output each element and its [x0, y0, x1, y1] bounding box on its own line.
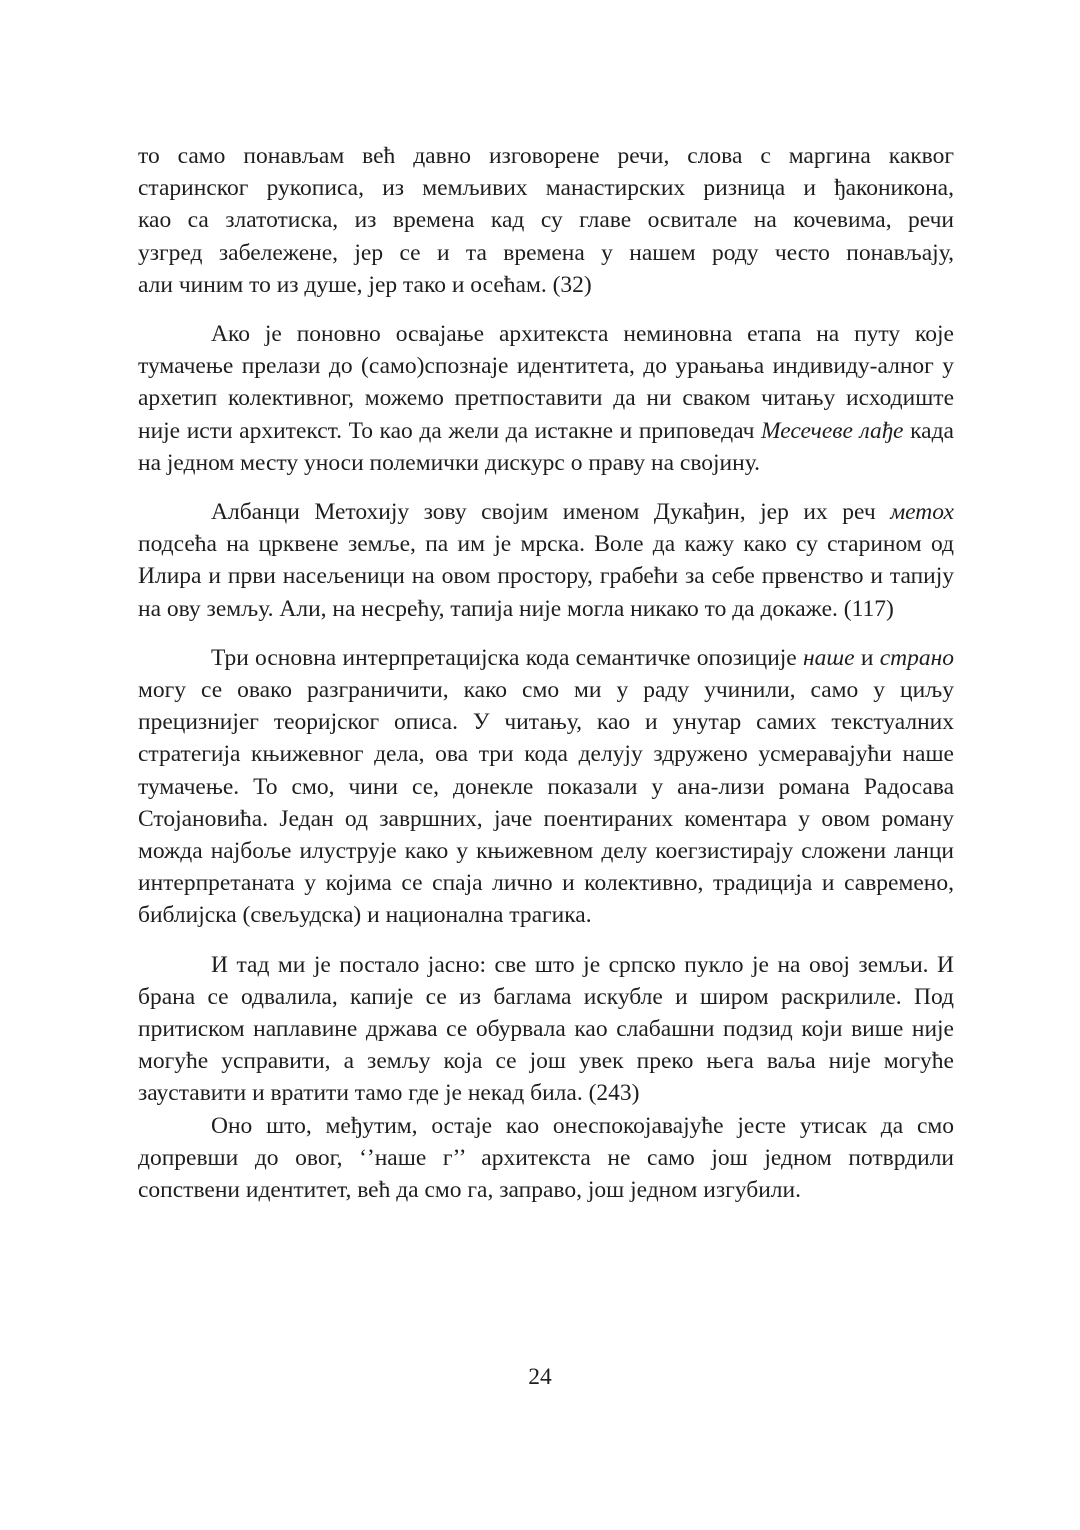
italic-term: страно	[879, 644, 954, 671]
paragraph-text: и	[854, 644, 880, 671]
paragraph-3: Оно што, међутим, остаје као онеспокојавајуће јесте утисак да смо допревши до овог, ‘’наше г’’ архитекста не само још једном потврдили сопствени идентитет, већ да смо га, заправо, још једном изгубили.	[138, 1112, 954, 1204]
paragraph-1	[138, 318, 954, 479]
italic-term: метох	[890, 499, 954, 526]
quote-line: старинског рукописа, из мемљивих манастирских ризница и ђаконикона,	[138, 175, 954, 202]
novel-title: Месечеве лађе	[761, 417, 904, 444]
paragraph-text: могу се овако разграничити, како смо ми у раду учинили, само у циљу прецизнијег теоријског описа. У читању, као и унутар самих текстуалних стратегија књижевног дела, ова три кода делују здружено усмеравајући наше тумачење. То смо, чини се, донекле показали у ана-лизи романа Радосава Стојановића. Један од завршних, јаче поентираних коментара у овом роману можда најбоље илуструје како у књижевном делу коегзистирају сложени ланци интерпретаната у којима се спаја лично и колективно, традиција и савремено, библијска (свељудска) и национална трагика.	[138, 677, 954, 929]
italic-term: наше	[803, 644, 855, 671]
quote-text: Албанци Метохију зову својим именом Дукађин, јер их реч	[211, 499, 891, 526]
quote-line: али чиним то из душе, јер тако и осећам. (32)	[138, 271, 592, 298]
quote-line: узгред забележене, јер се и та времена у нашем роду често понављају,	[138, 239, 954, 266]
page-number: 24	[528, 1364, 552, 1390]
paragraph-2	[138, 642, 954, 932]
block-quote-1	[138, 140, 954, 301]
quote-line: то само понављам већ давно изговорене речи, слова с маргина каквог	[138, 143, 954, 169]
quote-line: као са златотиска, из времена кад су главе освитале на кочевима, речи	[138, 207, 954, 234]
paragraph-text: Три основна интерпретацијска кода семантичке опозиције	[211, 644, 803, 671]
paragraph-text: када на једном месту уноси полемички дискурс о праву на својину.	[138, 417, 954, 476]
paragraph-text: Ако је поновно освајање архитекста неминовна етапа на путу које тумачење прелази до (само)спознаје идентитета, до урањања индивиду-алног у архетип колективног, можемо претпоставити да ни сваком читању исходиште није исти архитекст. То као да жели да истакне и приповедач	[138, 321, 954, 444]
block-quote-2	[138, 496, 954, 625]
block-quote-3: И тад ми је постало јасно: све што је српско пукло је на овој земљи. И брана се одвалила, капије се из баглама искубле и широм раскрилиле. Под притиском наплавине држава се обурвала као слабашни подзид који више није могуће усправити, а земљу која се још увек преко њега ваља није могуће зауставити и вратити тамо где је некад била. (243)	[138, 951, 954, 1107]
quote-text: подсећа на црквене земље, па им је мрска. Воле да кажу како су старином од Илира и први насељеници на овом простору, грабећи за себе првенство и тапију на ову земљу. Али, на несрећу, тапија није могла никако то да докаже. (117)	[138, 531, 954, 622]
document-body	[138, 140, 954, 1206]
